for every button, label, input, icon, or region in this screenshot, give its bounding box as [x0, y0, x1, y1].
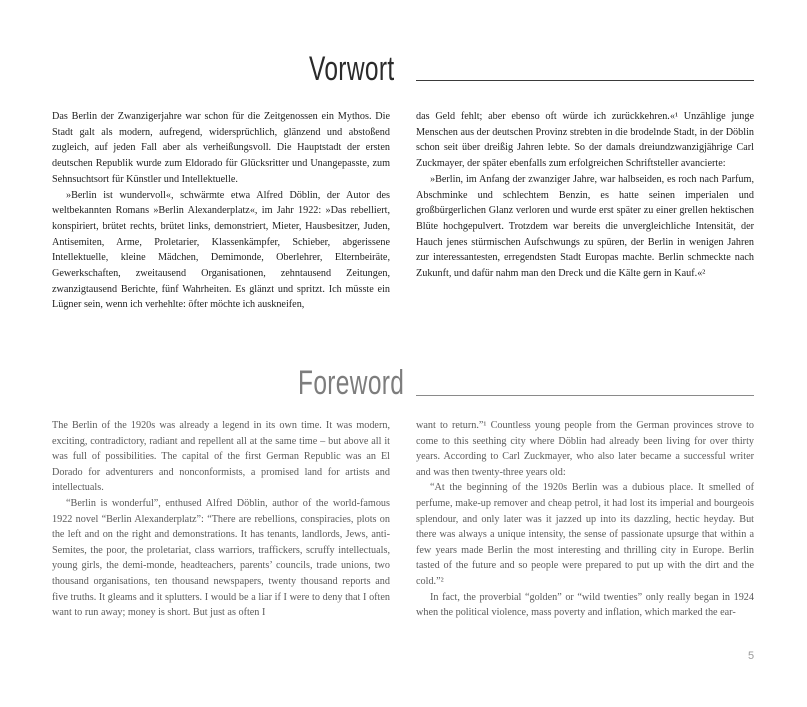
german-paragraph: »Berlin, im Anfang der zwanziger Jahre, war halbseiden, es roch nach Parfum, Abschminke und schlechtem Benzin, es hatte seinen imperialen und großbürgerlichen Glanz verloren und wurde erst später zu einer grellen hektischen Blüte hochgepulvert. Trotzdem war bereits die unvergleichliche Intensität, der Hauch jenes stürmischen Aufschwungs zu spüren, der Berlin in wenigen Jahren zur interessantesten, erregendsten Stadt Europas machte. Berlin schmeckte nach Zukunft, und dafür nahm man den Dreck und die Kälte gern in Kauf.«² — [416, 173, 754, 280]
german-paragraph: »Berlin ist wundervoll«, schwärmte etwa Alfred Döblin, der Autor des weltbekannten Romans »Berlin Alexanderplatz«, im Jahr 1922: »Das rebelliert, konspiriert, brütet rechts, brütet links, demonstriert, Mieter, Hausbesitzer, Juden, Antisemiten, Arme, Proletarier, Klassenkämpfer, Schieber, abgerissene Intellektuelle, kleine Mädchen, Demimonde, Oberlehrer, Elternbeiräte, Gewerkschaften, zweitausend Organisationen, zehntausend Zeitungen, zwanzigtausend Berichte, fünf Wahrheiten. Es glänzt und spritzt. Ich müsste ein Lügner sein, wenn ich verhehlte: öfter möchte ich auskneifen, — [52, 189, 390, 311]
german-left-column — [52, 109, 390, 313]
english-paragraph: The Berlin of the 1920s was already a legend in its own time. It was modern, exciting, contradictory, radiant and repellent all at the same time – but above all it was full of possibilities. The capital of the first German Republic was an El Dorado for adventurers and nonconformists, a promised land for artists and intellectuals. — [52, 420, 390, 494]
english-paragraph: want to return.”¹ Countless young people from the German provinces strove to come to this seething city where Döblin had already been living for over thirty years. According to Carl Zuckmayer, who also later became a successful writer and was then twenty-three years old: — [416, 420, 754, 478]
page-number: 5 — [748, 650, 755, 662]
german-paragraph: das Geld fehlt; aber ebenso oft würde ich zurückkehren.«¹ Unzählige junge Menschen aus der deutschen Provinz strebten in die brodelnde Stadt, in der Döblin schon seit über dreißig Jahren lebte. So der damals dreiundzwanzigjährige Carl Zuckmayer, der später ebenfalls zum erfolgreichen Schriftsteller avancierte: — [416, 111, 754, 170]
english-heading-rule — [416, 395, 754, 396]
german-heading-rule — [416, 80, 754, 81]
english-left-column — [52, 418, 390, 621]
english-paragraph: In fact, the proverbial “golden” or “wild twenties” only really began in 1924 when the political violence, mass poverty and inflation, which marked the ear- — [416, 591, 754, 619]
english-paragraph: “Berlin is wonderful”, enthused Alfred Döblin, author of the world-famous 1922 novel “Berlin Alexanderplatz”: “There are rebellions, conspiracies, plots on the left and on the right and demonstrations. It has tenants, landlords, Jews, anti-Semites, the poor, the proletariat, class warriors, traffickers, scruffy intellectuals, young girls, the demi-monde, headteachers, parents’ councils, trade unions, two thousand organisations, ten thousand newspapers, twenty thousand reports and five truths. It gleams and it splutters. I would be a liar if I were to deny that I often want to run away; money is short. But just as often I — [52, 497, 390, 619]
german-heading: Vorwort — [309, 50, 395, 88]
english-heading: Foreword — [298, 364, 405, 402]
english-paragraph: “At the beginning of the 1920s Berlin was a dubious place. It smelled of perfume, make-up remover and cheap petrol, it had lost its imperial and bourgeois splendour, and only later was it jazzed up into its dazzling, hectic heyday. But there was always a unique intensity, the sense of passionate upsurge that within a few years made Berlin the most interesting and thrilling city in Europe. Berlin tasted of the future and so people were prepared to put up with the dirt and the cold.”² — [416, 482, 754, 587]
english-right-column — [416, 418, 754, 621]
german-right-column — [416, 109, 754, 282]
german-paragraph: Das Berlin der Zwanzigerjahre war schon für die Zeitgenossen ein Mythos. Die Stadt galt als modern, aufregend, widersprüchlich, glänzend und abstoßend zugleich, auf jeden Fall aber als verheißungsvoll. Die Hauptstadt der ersten deutschen Republik wurde zum Eldorado für Glücksritter und Unangepasste, zum Sehnsuchtsort für Künstler und Intellektuelle. — [52, 111, 390, 185]
